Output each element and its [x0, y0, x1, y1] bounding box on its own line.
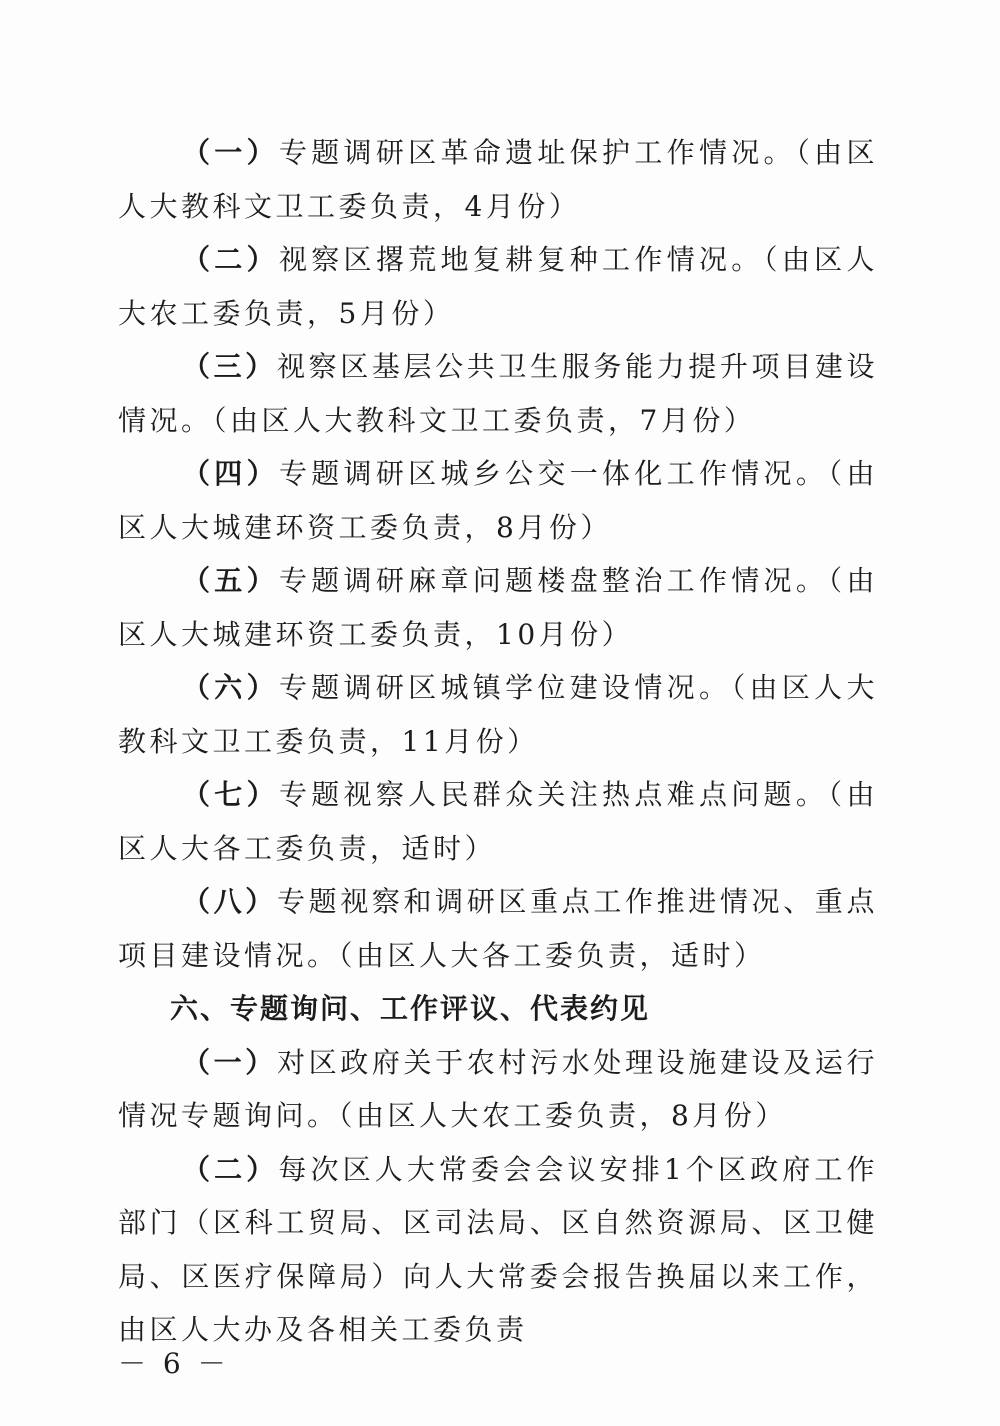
- paragraph-text: 专题视察和调研区重点工作推进情况、重点项目建设情况。（由区人大各工委负责，适时）: [118, 885, 878, 972]
- paragraph-text: 视察区撂荒地复耕复种工作情况。（由区人大农工委负责，5月份）: [118, 243, 878, 330]
- paragraph-text: 对区政府关于农村污水处理设施建设及运行情况专题询问。（由区人大农工委负责，8月份）: [118, 1045, 878, 1132]
- section-paragraph-2: [118, 1143, 878, 1357]
- paragraph-number: （八）: [182, 885, 277, 918]
- paragraph-number: （五）: [182, 564, 279, 597]
- paragraph-text: 专题调研区革命遗址保护工作情况。（由区人大教科文卫工委负责，4月份）: [118, 136, 878, 223]
- paragraph-text: 专题调研麻章问题楼盘整治工作情况。（由区人大城建环资工委负责，10月份）: [118, 564, 878, 651]
- paragraph-text: 专题视察人民群众关注热点难点问题。（由区人大各工委负责，适时）: [118, 778, 878, 865]
- paragraph-number: （二）: [182, 243, 279, 276]
- paragraph-text: 专题调研区城乡公交一体化工作情况。（由区人大城建环资工委负责，8月份）: [118, 457, 878, 544]
- paragraph-number: （七）: [182, 778, 279, 811]
- paragraph-number: （二）: [182, 1152, 279, 1186]
- paragraph-text: 专题调研区城镇学位建设情况。（由区人大教科文卫工委负责，11月份）: [118, 671, 878, 758]
- paragraph-text: 每次区人大常委会会议安排1个区政府工作部门（区科工贸局、区司法局、区自然资源局、区卫健局、区医疗保障局）向人大常委会报告换届以来工作，由区人大办及各相关工委负责: [118, 1152, 878, 1346]
- section-heading: 六、专题询问、工作评议、代表约见: [170, 992, 651, 1025]
- paragraph-number: （六）: [182, 671, 279, 704]
- section-paragraph-1: [118, 1036, 878, 1143]
- paragraph-8: [118, 875, 878, 982]
- paragraph-7: [118, 768, 878, 875]
- paragraph-1: [118, 126, 878, 233]
- paragraph-5: [118, 554, 878, 661]
- page-number: － 6 －: [118, 1347, 230, 1380]
- paragraph-2: [118, 233, 878, 340]
- paragraph-number: （一）: [182, 1045, 277, 1079]
- paragraph-4: [118, 447, 878, 554]
- paragraph-text: 视察区基层公共卫生服务能力提升项目建设情况。（由区人大教科文卫工委负责，7月份）: [118, 350, 878, 437]
- paragraph-number: （四）: [182, 457, 279, 490]
- document-body: [118, 126, 878, 1357]
- paragraph-number: （一）: [182, 136, 279, 169]
- paragraph-6: [118, 661, 878, 768]
- paragraph-3: [118, 340, 878, 447]
- paragraph-number: （三）: [182, 350, 277, 383]
